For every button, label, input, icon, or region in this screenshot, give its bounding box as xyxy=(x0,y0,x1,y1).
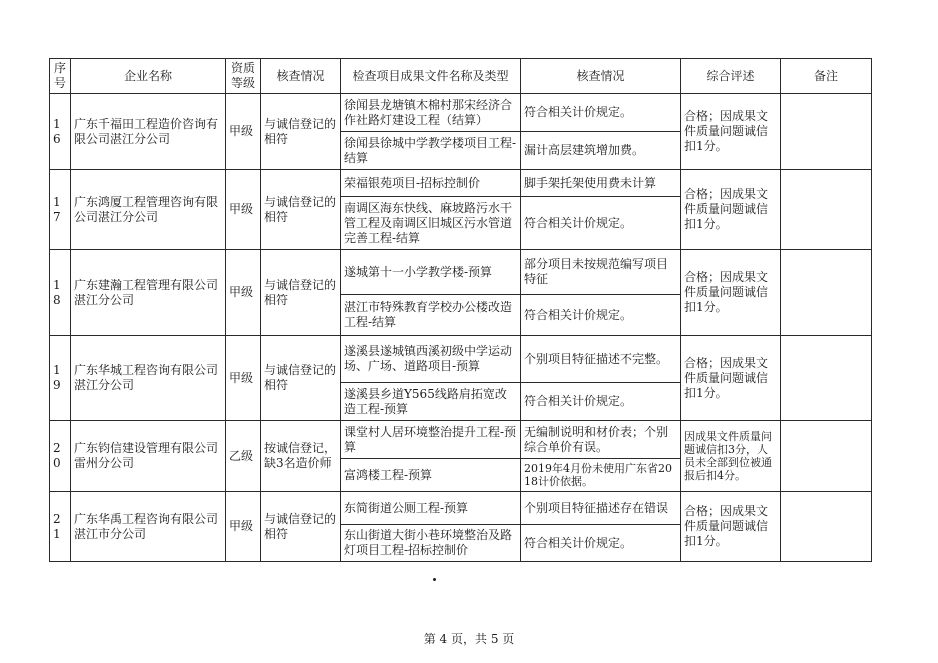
scan-dot xyxy=(433,578,436,581)
row-finding: 2019年4月份未使用广东省2018计价依据。 xyxy=(521,459,681,492)
row-comment: 合格；因成果文件质量问题诚信扣1分。 xyxy=(681,170,781,250)
header-row xyxy=(50,59,872,94)
table-row xyxy=(50,421,872,459)
row-remark xyxy=(781,336,872,421)
row-project: 遂城第十一小学教学楼-预算 xyxy=(341,250,521,295)
row-project: 遂溪县遂城镇西溪初级中学运动场、广场、道路项目-预算 xyxy=(341,336,521,383)
row-project: 徐闻县龙塘镇木棉村那宋经济合作社路灯建设工程（结算） xyxy=(341,94,521,132)
row-company: 广东千福田工程造价咨询有限公司湛江分公司 xyxy=(71,94,226,170)
row-seq: 16 xyxy=(50,94,71,170)
row-finding: 个别项目特征描述不完整。 xyxy=(521,336,681,383)
header-comment: 综合评述 xyxy=(681,59,781,94)
row-project: 东山街道大街小巷环境整治及路灯项目工程-招标控制价 xyxy=(341,525,521,562)
row-remark xyxy=(781,492,872,562)
row-company: 广东建瀚工程管理有限公司湛江分公司 xyxy=(71,250,226,336)
row-finding: 漏计高层建筑增加费。 xyxy=(521,132,681,170)
row-finding: 符合相关计价规定。 xyxy=(521,525,681,562)
row-grade: 甲级 xyxy=(226,94,261,170)
row-comment: 合格；因成果文件质量问题诚信扣1分。 xyxy=(681,250,781,336)
row-company: 广东华禹工程咨询有限公司湛江市分公司 xyxy=(71,492,226,562)
row-project: 南调区海东快线、麻坡路污水干管工程及南调区旧城区污水管道完善工程-结算 xyxy=(341,197,521,250)
row-comment: 合格；因成果文件质量问题诚信扣1分。 xyxy=(681,94,781,170)
row-seq: 21 xyxy=(50,492,71,562)
row-finding: 符合相关计价规定。 xyxy=(521,197,681,250)
row-comment: 合格；因成果文件质量问题诚信扣1分。 xyxy=(681,336,781,421)
row-check: 与诚信登记的相符 xyxy=(261,250,341,336)
row-grade: 乙级 xyxy=(226,421,261,492)
header-seq: 序号 xyxy=(50,59,71,94)
row-check: 与诚信登记的相符 xyxy=(261,336,341,421)
header-project: 检查项目成果文件名称及类型 xyxy=(341,59,521,94)
row-grade: 甲级 xyxy=(226,170,261,250)
row-project: 富鸿楼工程-预算 xyxy=(341,459,521,492)
row-remark xyxy=(781,94,872,170)
row-seq: 19 xyxy=(50,336,71,421)
row-finding: 符合相关计价规定。 xyxy=(521,94,681,132)
header-grade: 资质等级 xyxy=(226,59,261,94)
table-row xyxy=(50,94,872,132)
row-remark xyxy=(781,250,872,336)
row-comment: 因成果文件质量问题诚信扣3分，人员未全部到位被通报后扣4分。 xyxy=(681,421,781,492)
row-remark xyxy=(781,421,872,492)
row-company: 广东华城工程咨询有限公司湛江分公司 xyxy=(71,336,226,421)
row-grade: 甲级 xyxy=(226,336,261,421)
table-row xyxy=(50,250,872,295)
row-seq: 18 xyxy=(50,250,71,336)
row-grade: 甲级 xyxy=(226,492,261,562)
row-project: 课堂村人居环境整治提升工程-预算 xyxy=(341,421,521,459)
row-seq: 20 xyxy=(50,421,71,492)
row-grade: 甲级 xyxy=(226,250,261,336)
row-finding: 无编制说明和材价表；个别综合单价有误。 xyxy=(521,421,681,459)
row-company: 广东钧信建设管理有限公司雷州分公司 xyxy=(71,421,226,492)
header-company: 企业名称 xyxy=(71,59,226,94)
row-finding: 部分项目未按规范编写项目特征 xyxy=(521,250,681,295)
row-project: 徐闻县徐城中学教学楼项目工程-结算 xyxy=(341,132,521,170)
row-check: 与诚信登记的相符 xyxy=(261,492,341,562)
row-remark xyxy=(781,170,872,250)
row-finding: 个别项目特征描述存在错误 xyxy=(521,492,681,525)
row-check: 与诚信登记的相符 xyxy=(261,170,341,250)
header-check: 核查情况 xyxy=(261,59,341,94)
row-seq: 17 xyxy=(50,170,71,250)
row-finding: 符合相关计价规定。 xyxy=(521,383,681,421)
row-check: 按诚信登记，缺3名造价师 xyxy=(261,421,341,492)
page-number: 第 4 页，共 5 页 xyxy=(423,632,515,646)
row-finding: 符合相关计价规定。 xyxy=(521,295,681,336)
row-finding: 脚手架托架使用费未计算 xyxy=(521,170,681,197)
row-project: 湛江市特殊教育学校办公楼改造工程-结算 xyxy=(341,295,521,336)
row-company: 广东鸿厦工程管理咨询有限公司湛江分公司 xyxy=(71,170,226,250)
header-remark: 备注 xyxy=(781,59,872,94)
table-row xyxy=(50,492,872,525)
inspection-table xyxy=(49,58,872,562)
row-project: 东简街道公厕工程-预算 xyxy=(341,492,521,525)
row-project: 荣福银苑项目-招标控制价 xyxy=(341,170,521,197)
table-row xyxy=(50,336,872,383)
table-row xyxy=(50,170,872,197)
row-project: 遂溪县乡道Y565线路肩拓宽改造工程-预算 xyxy=(341,383,521,421)
row-comment: 合格；因成果文件质量问题诚信扣1分。 xyxy=(681,492,781,562)
row-check: 与诚信登记的相符 xyxy=(261,94,341,170)
header-check2: 核查情况 xyxy=(521,59,681,94)
